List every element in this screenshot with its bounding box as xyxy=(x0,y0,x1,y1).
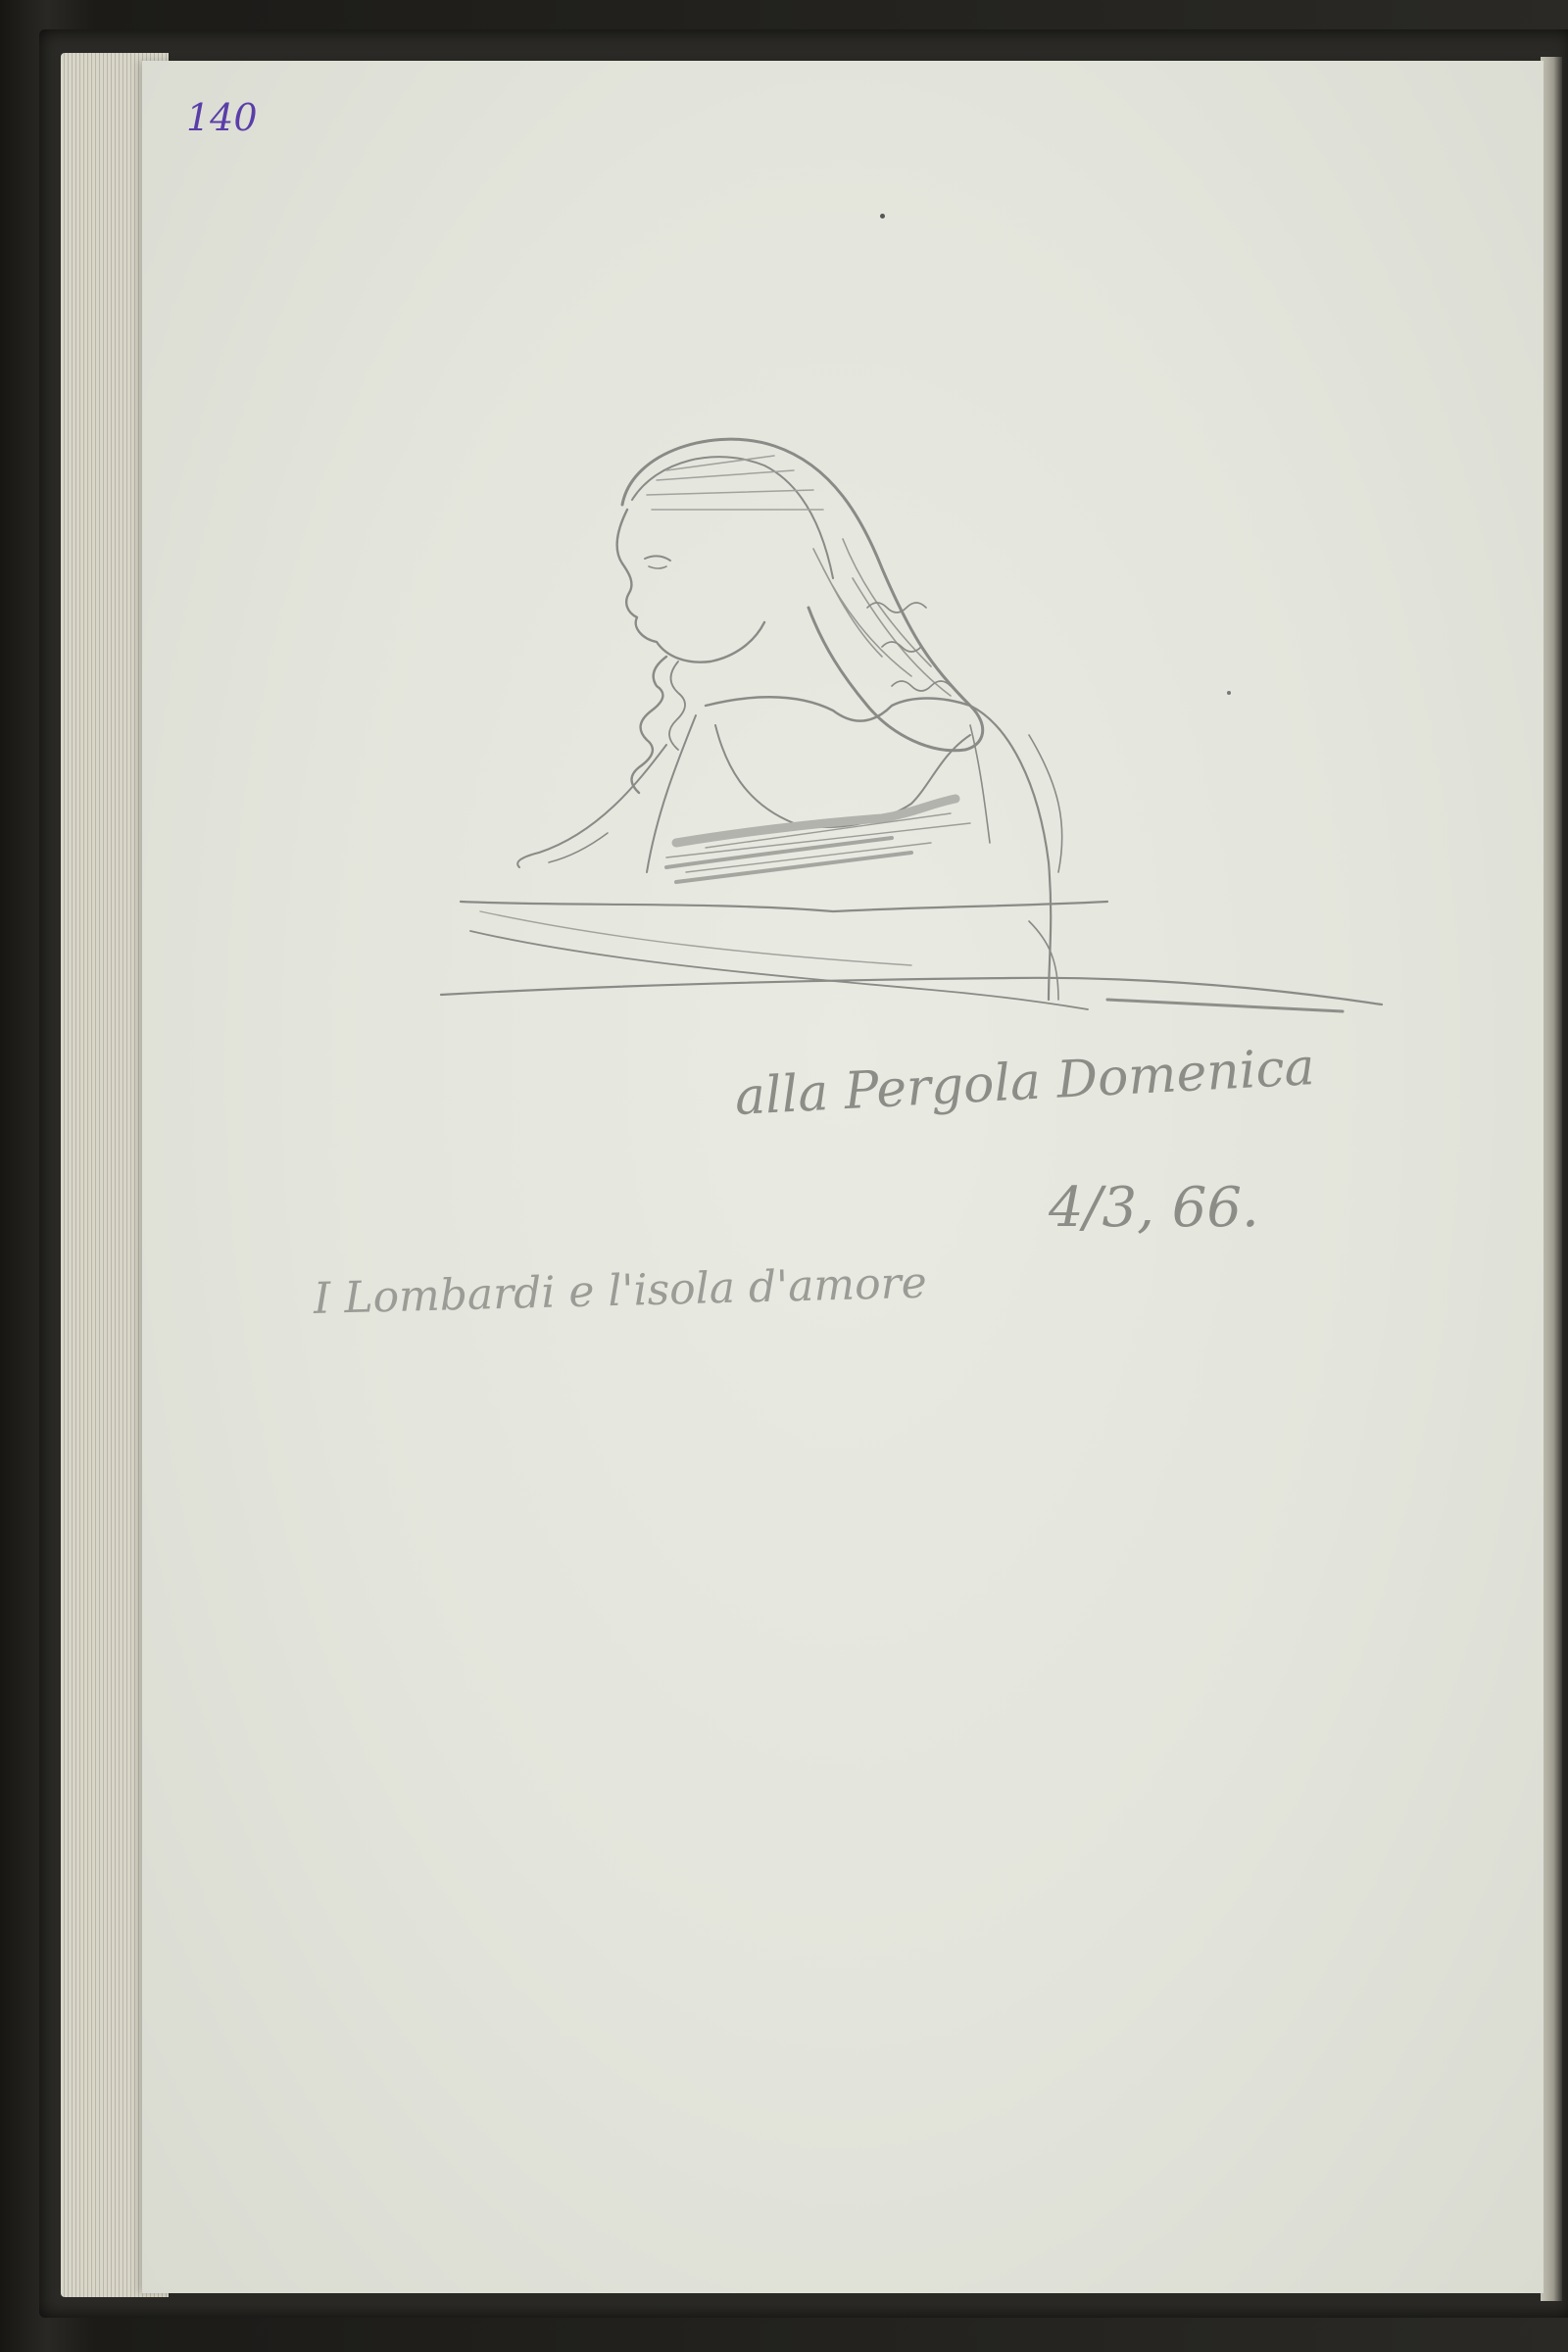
sketch-face xyxy=(617,510,764,662)
sketch-braid xyxy=(632,657,667,793)
sketch-shading xyxy=(676,799,956,843)
facing-page-edge xyxy=(1541,57,1562,2301)
caption-venue-line: alla Pergola Domenica xyxy=(733,1038,1316,1127)
caption-opera-line: I Lombardi e l'isola d'amore xyxy=(313,1257,928,1324)
sketch-torso xyxy=(706,697,970,720)
page-number: 140 xyxy=(186,96,258,139)
sketch-hair xyxy=(622,439,983,751)
paper-speck xyxy=(880,214,885,219)
caption-date-line: 4/3, 66. xyxy=(1049,1176,1259,1240)
sketch-ledge xyxy=(461,902,1107,911)
sketchbook-page xyxy=(142,61,1544,2293)
portrait-sketch xyxy=(421,412,1401,1049)
